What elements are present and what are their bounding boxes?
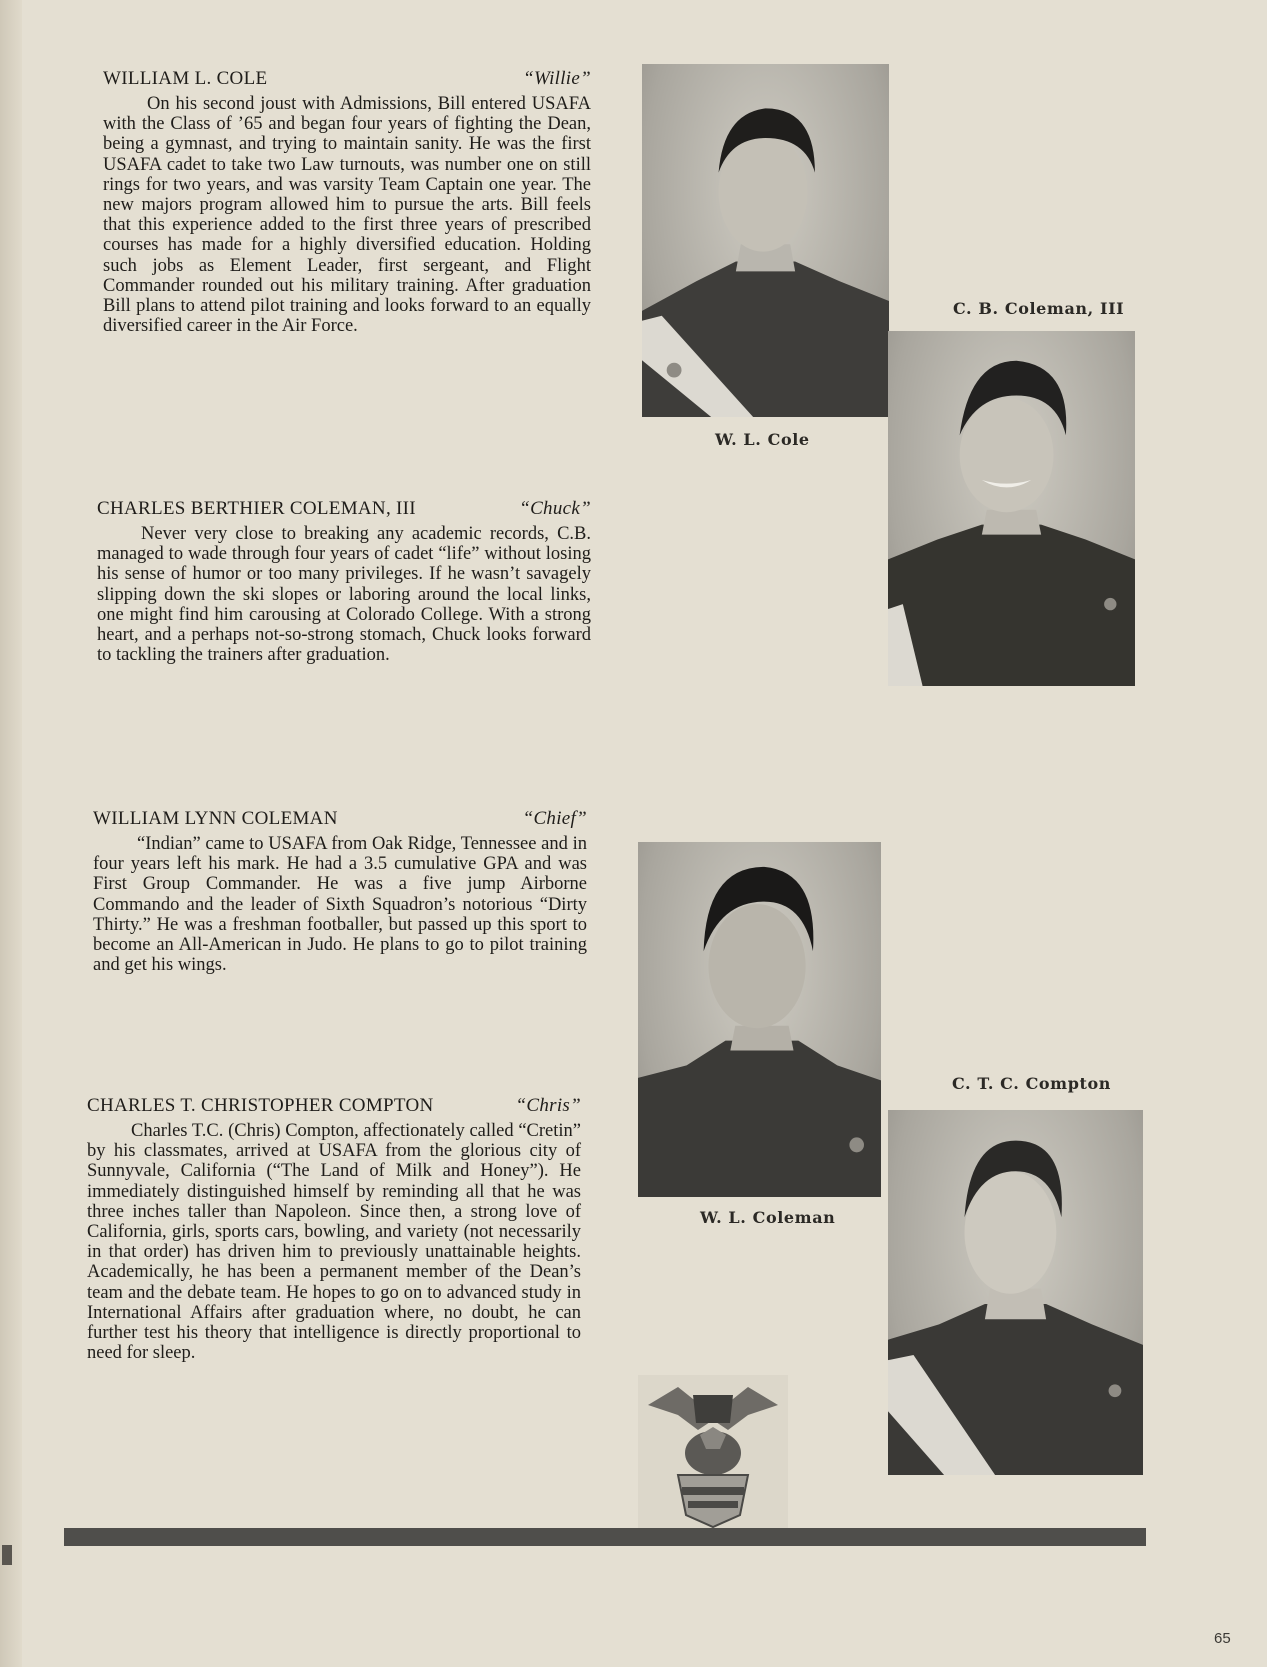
class-crest-emblem	[638, 1375, 788, 1533]
cadet-bio: Never very close to breaking any academic records, C.B. managed to wade through four years of cadet “life” without losing his sense of humor or too many privileges. If he wasn’t savagely slipping down the ski slopes or laboring around the local links, one might find him carousing at Colorado College. With a strong heart, and a perhaps not-so-strong stomach, Chuck looks forward to tackling the trainers after graduation.	[97, 524, 591, 666]
cadet-bio: On his second joust with Admissions, Bill entered USAFA with the Class of ’65 and began four years of fighting the Dean, being a gymnast, and trying to maintain sanity. He was the first USAFA cadet to take two Law turnouts, was number one on still rings for two years, and was varsity Team Captain one year. The new majors program allowed him to pursue the arts. Bill feels that this experience added to the first three years of prescribed courses has made for a highly diversified education. Holding such jobs as Element Leader, first sergeant, and Flight Commander rounded out his military training. After graduation Bill plans to attend pilot training and looks forward to an equally diversified career in the Air Force.	[103, 94, 591, 337]
entry-header	[97, 498, 591, 520]
cadet-nickname: “Chris”	[515, 1095, 581, 1116]
cadet-nickname: “Chief”	[522, 808, 587, 829]
entry-coleman-iii	[97, 498, 591, 665]
cadet-nickname: “Chuck”	[519, 498, 591, 519]
entry-cole	[103, 68, 591, 336]
binding-gutter	[0, 0, 22, 1667]
cadet-bio: “Indian” came to USAFA from Oak Ridge, Tennessee and in four years left his mark. He had a 3.5 cumulative GPA and was First Group Commander. He was a five jump Airborne Commando and the leader of Sixth Squadron’s notorious “Dirty Thirty.” He was a freshman footballer, but passed up this sport to become an All-American in Judo. He plans to go to pilot training and get his wings.	[93, 834, 587, 976]
caption-compton: C. T. C. Compton	[952, 1074, 1111, 1093]
cadet-name: WILLIAM L. COLE	[103, 68, 268, 89]
bottom-divider-bar	[64, 1528, 1146, 1546]
entry-header	[93, 808, 587, 830]
cadet-name: CHARLES BERTHIER COLEMAN, III	[97, 498, 416, 519]
cadet-bio: Charles T.C. (Chris) Compton, affectionately called “Cretin” by his classmates, arrived at USAFA from the glorious city of Sunnyvale, California (“The Land of Milk and Honey”). He immediately distinguished himself by reminding all that he was three inches taller than Napoleon. Since then, a strong love of California, girls, sports cars, bowling, and variety (not necessarily in that order) has driven him to previously unattainable heights. Academically, he has been a permanent member of the Dean’s team and the debate team. He hopes to go on to advanced study in International Affairs after graduation where, no doubt, he can further test his theory that intelligence is directly proportional to need for sleep.	[87, 1121, 581, 1364]
cadet-nickname: “Willie”	[523, 68, 591, 89]
caption-coleman-wl: W. L. Coleman	[700, 1208, 836, 1227]
portrait-coleman-wl	[638, 842, 881, 1197]
gutter-mark	[2, 1545, 12, 1565]
portrait-cole	[642, 64, 889, 417]
entry-coleman-wl	[93, 808, 587, 975]
caption-coleman-iii: C. B. Coleman, III	[953, 299, 1125, 318]
entry-header	[103, 68, 591, 90]
cadet-name: WILLIAM LYNN COLEMAN	[93, 808, 338, 829]
page-number: 65	[1214, 1630, 1231, 1647]
caption-cole: W. L. Cole	[715, 430, 810, 449]
entry-compton	[87, 1095, 581, 1363]
cadet-name: CHARLES T. CHRISTOPHER COMPTON	[87, 1095, 434, 1116]
portrait-coleman-iii	[888, 331, 1135, 686]
entry-header	[87, 1095, 581, 1117]
portrait-compton	[888, 1110, 1143, 1475]
